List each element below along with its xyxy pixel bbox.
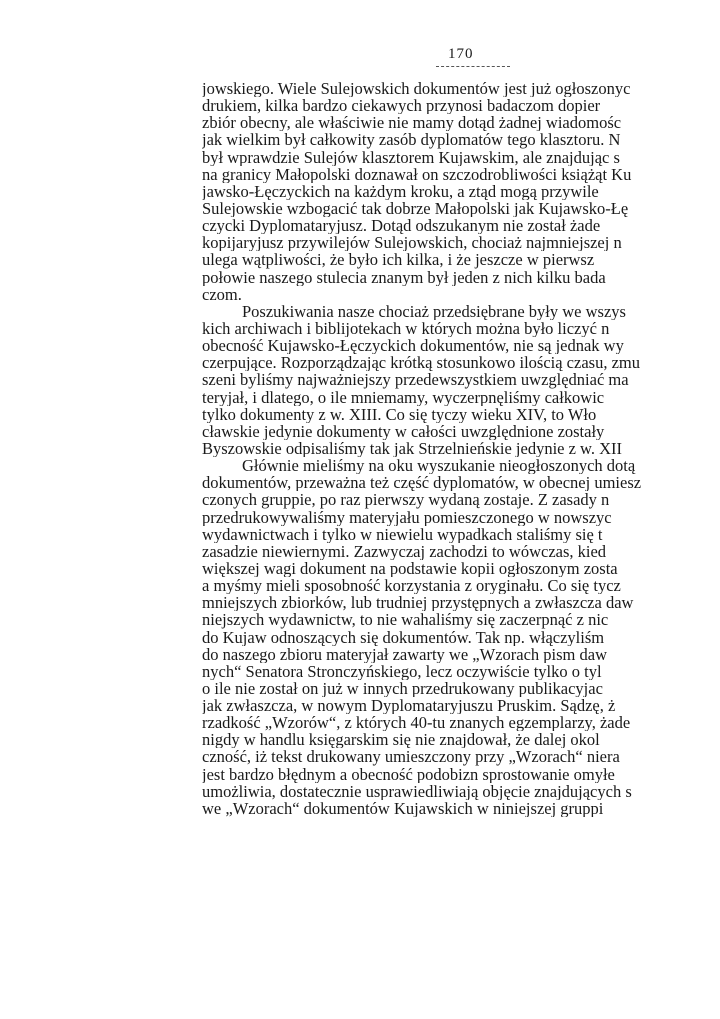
text-line: czom. <box>202 285 242 303</box>
text-line: obecność Kujawsko-Łęczyckich dokumentów, nie są jednak wy <box>202 337 624 355</box>
text-line: umożliwia, dostatecznie usprawiedliwiają objęcie znajdujących s <box>202 782 632 800</box>
text-line: Głównie mieliśmy na oku wyszukanie nieogłoszonych dotą <box>242 457 636 475</box>
text-line: czycki Dyplomataryjusz. Dotąd odszukanym nie został żade <box>202 217 601 235</box>
text-line: a myśmy mieli sposobność korzystania z oryginału. Co się tycz <box>202 577 621 595</box>
text-line: czerpujące. Rozporządzając krótką stosunkowo ilością czasu, zmu <box>202 354 640 372</box>
text-line: szeni byliśmy najważniejszy przedewszystkiem uwzględniać ma <box>202 371 629 389</box>
text-line: mniejszych zbiorków, lub trudniej przystępnych a zwłaszcza daw <box>202 594 634 612</box>
text-line: we „Wzorach“ dokumentów Kujawskich w niniejszej gruppi <box>202 799 604 818</box>
text-line: kich archiwach i biblijotekach w których można było liczyć n <box>202 319 610 338</box>
text-line: przedrukowywaliśmy materyjału pomieszczonego w nowszyc <box>202 508 612 526</box>
text-line: jest bardzo błędnym a obecność podobizn sprostowanie omyłe <box>202 765 615 783</box>
text-line: Poszukiwania nasze chociaż przedsiębrane były we wszys <box>242 302 626 320</box>
text-line: na granicy Małopolski doznawał on szczodrobliwości książąt Ku <box>202 165 632 183</box>
page-number-rule <box>436 66 510 67</box>
text-line: jak zwłaszcza, w nowym Dyplomataryjuszu Pruskim. Sądzę, ż <box>202 697 616 715</box>
text-line: połowie naszego stulecia znanym był jeden z nich kilku bada <box>202 268 606 286</box>
text-line: jowskiego. Wiele Sulejowskich dokumentów jest już ogłoszonyc <box>202 80 631 98</box>
text-line: do Kujaw odnoszących się dokumentów. Tak np. włączyliśm <box>202 628 605 646</box>
text-line: nigdy w handlu księgarskim się nie znajdował, że dalej okol <box>202 731 600 749</box>
text-line: czność, iż tekst drukowany umieszczony przy „Wzorach“ niera <box>202 748 620 766</box>
text-line: ulega wątpliwości, że było ich kilka, i że jeszcze w pierwsz <box>202 251 595 269</box>
text-line: wydawnictwach i tylko w niewielu wypadkach staliśmy się t <box>202 525 603 543</box>
text-line: zbiór obecny, ale właściwie nie mamy dotąd żadnej wiadomośc <box>202 114 622 132</box>
text-line: większej wagi dokument na podstawie kopii ogłoszonym zosta <box>202 559 618 578</box>
text-line: jawsko-Łęczyckich na każdym kroku, a ztąd mogą przywile <box>202 182 599 200</box>
text-line: czonych gruppie, po raz pierwszy wydaną zostaje. Z zasady n <box>202 491 610 509</box>
text-line: nych“ Senatora Stronczyńskiego, lecz oczywiście tylko o tyl <box>202 662 602 680</box>
text-line: zasadzie niewiernymi. Zazwyczaj zachodzi to wówczas, kied <box>202 542 607 560</box>
body-text <box>202 80 720 817</box>
text-line: dokumentów, przeważna też część dyplomatów, w obecnej umiesz <box>202 474 642 492</box>
text-line: cławskie jedynie dokumenty w całości uwzględnione zostały <box>202 422 605 440</box>
text-line: tylko dokumenty z w. XIII. Co się tyczy wieku XIV, to Wło <box>202 405 597 423</box>
text-line: Byszowskie odpisaliśmy tak jak Strzelnieńskie jedynie z w. XII <box>202 439 623 458</box>
text-line: o ile nie został on już w innych przedrukowany publikacyjac <box>202 679 603 698</box>
text-line: kopijaryjusz przywilejów Sulejowskich, chociaż najmniejszej n <box>202 234 622 252</box>
text-line: niejszych wydawnictw, to nie wahaliśmy się zaczerpnąć z nic <box>202 611 609 629</box>
text-line: Sulejowskie wzbogacić tak dobrze Małopolski jak Kujawsko-Łę <box>202 199 629 218</box>
text-line: do naszego zbioru materyjał zawarty we „Wzorach pism daw <box>202 645 607 663</box>
text-line: drukiem, kilka bardzo ciekawych przynosi badaczom dopier <box>202 97 601 115</box>
text-line: rzadkość „Wzorów“, z których 40-tu znanych egzemplarzy, żade <box>202 714 631 732</box>
text-line: był wprawdzie Sulejów klasztorem Kujawskim, ale znajdując s <box>202 148 620 166</box>
text-line: jak wielkim był całkowity zasób dyplomatów tego klasztoru. N <box>202 131 621 149</box>
page-number: 170 <box>448 46 474 62</box>
text-line: teryjał, i dlatego, o ile mniemamy, wyczerpnęliśmy całkowic <box>202 388 605 406</box>
